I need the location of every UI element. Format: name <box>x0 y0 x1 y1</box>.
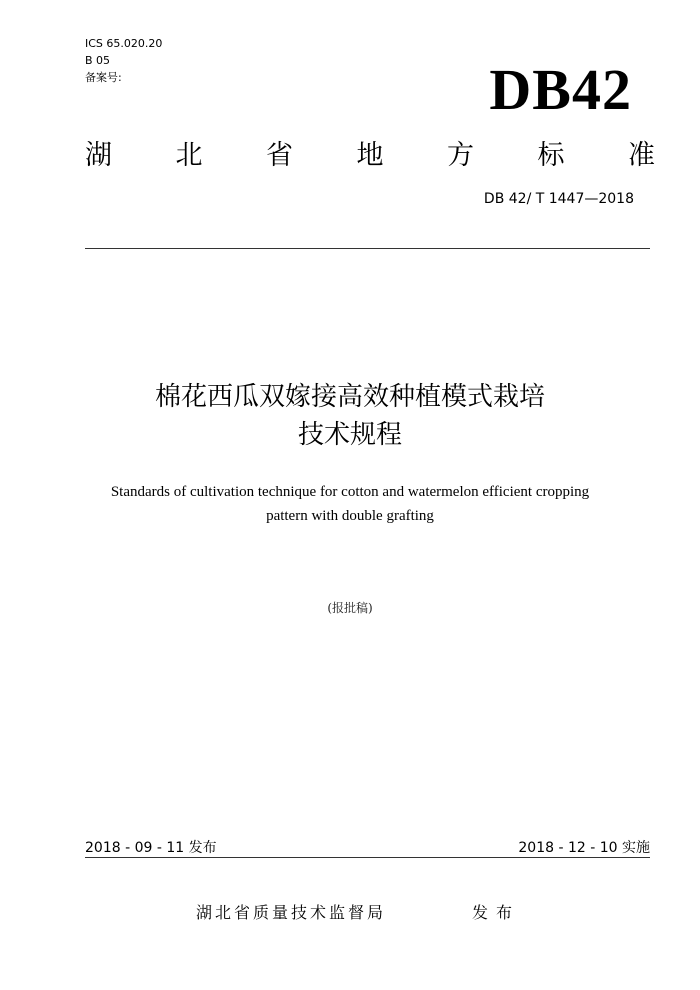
draft-status: (报批稿) <box>327 601 373 615</box>
standard-type-char: 省 <box>266 140 293 171</box>
record-number-label: 备案号: <box>85 71 122 84</box>
db42-logo: DB42 <box>489 57 632 122</box>
standard-type-char: 方 <box>447 140 474 171</box>
standard-type-char: 湖 <box>85 140 112 171</box>
english-title-line-2: pattern with double grafting <box>266 508 434 524</box>
english-title <box>60 480 640 528</box>
standard-type-char: 北 <box>175 140 203 171</box>
standard-type-char: 标 <box>537 140 565 171</box>
standard-type-char: 地 <box>356 140 384 171</box>
publish-label: 发布 <box>472 903 521 922</box>
standard-type-char: 准 <box>628 140 655 171</box>
top-divider <box>85 248 650 249</box>
implementation-date: 2018 - 12 - 10 实施 <box>518 840 650 856</box>
chinese-title-line-1: 棉花西瓜双嫁接高效种植模式栽培 <box>154 382 545 412</box>
standard-code: DB 42/ T 1447—2018 <box>483 191 634 207</box>
ics-code: ICS 65.020.20 <box>85 37 163 50</box>
issuing-authority: 湖北省质量技术监督局 <box>196 903 387 922</box>
english-title-line-1: Standards of cultivation technique for cotton and watermelon efficient cropping <box>110 484 590 500</box>
issue-date: 2018 - 09 - 11 发布 <box>85 840 217 856</box>
chinese-title <box>0 378 700 454</box>
bottom-divider <box>85 857 650 858</box>
classification-code: B 05 <box>85 54 111 67</box>
chinese-title-line-2: 技术规程 <box>297 420 402 450</box>
standard-type-title <box>85 136 655 176</box>
